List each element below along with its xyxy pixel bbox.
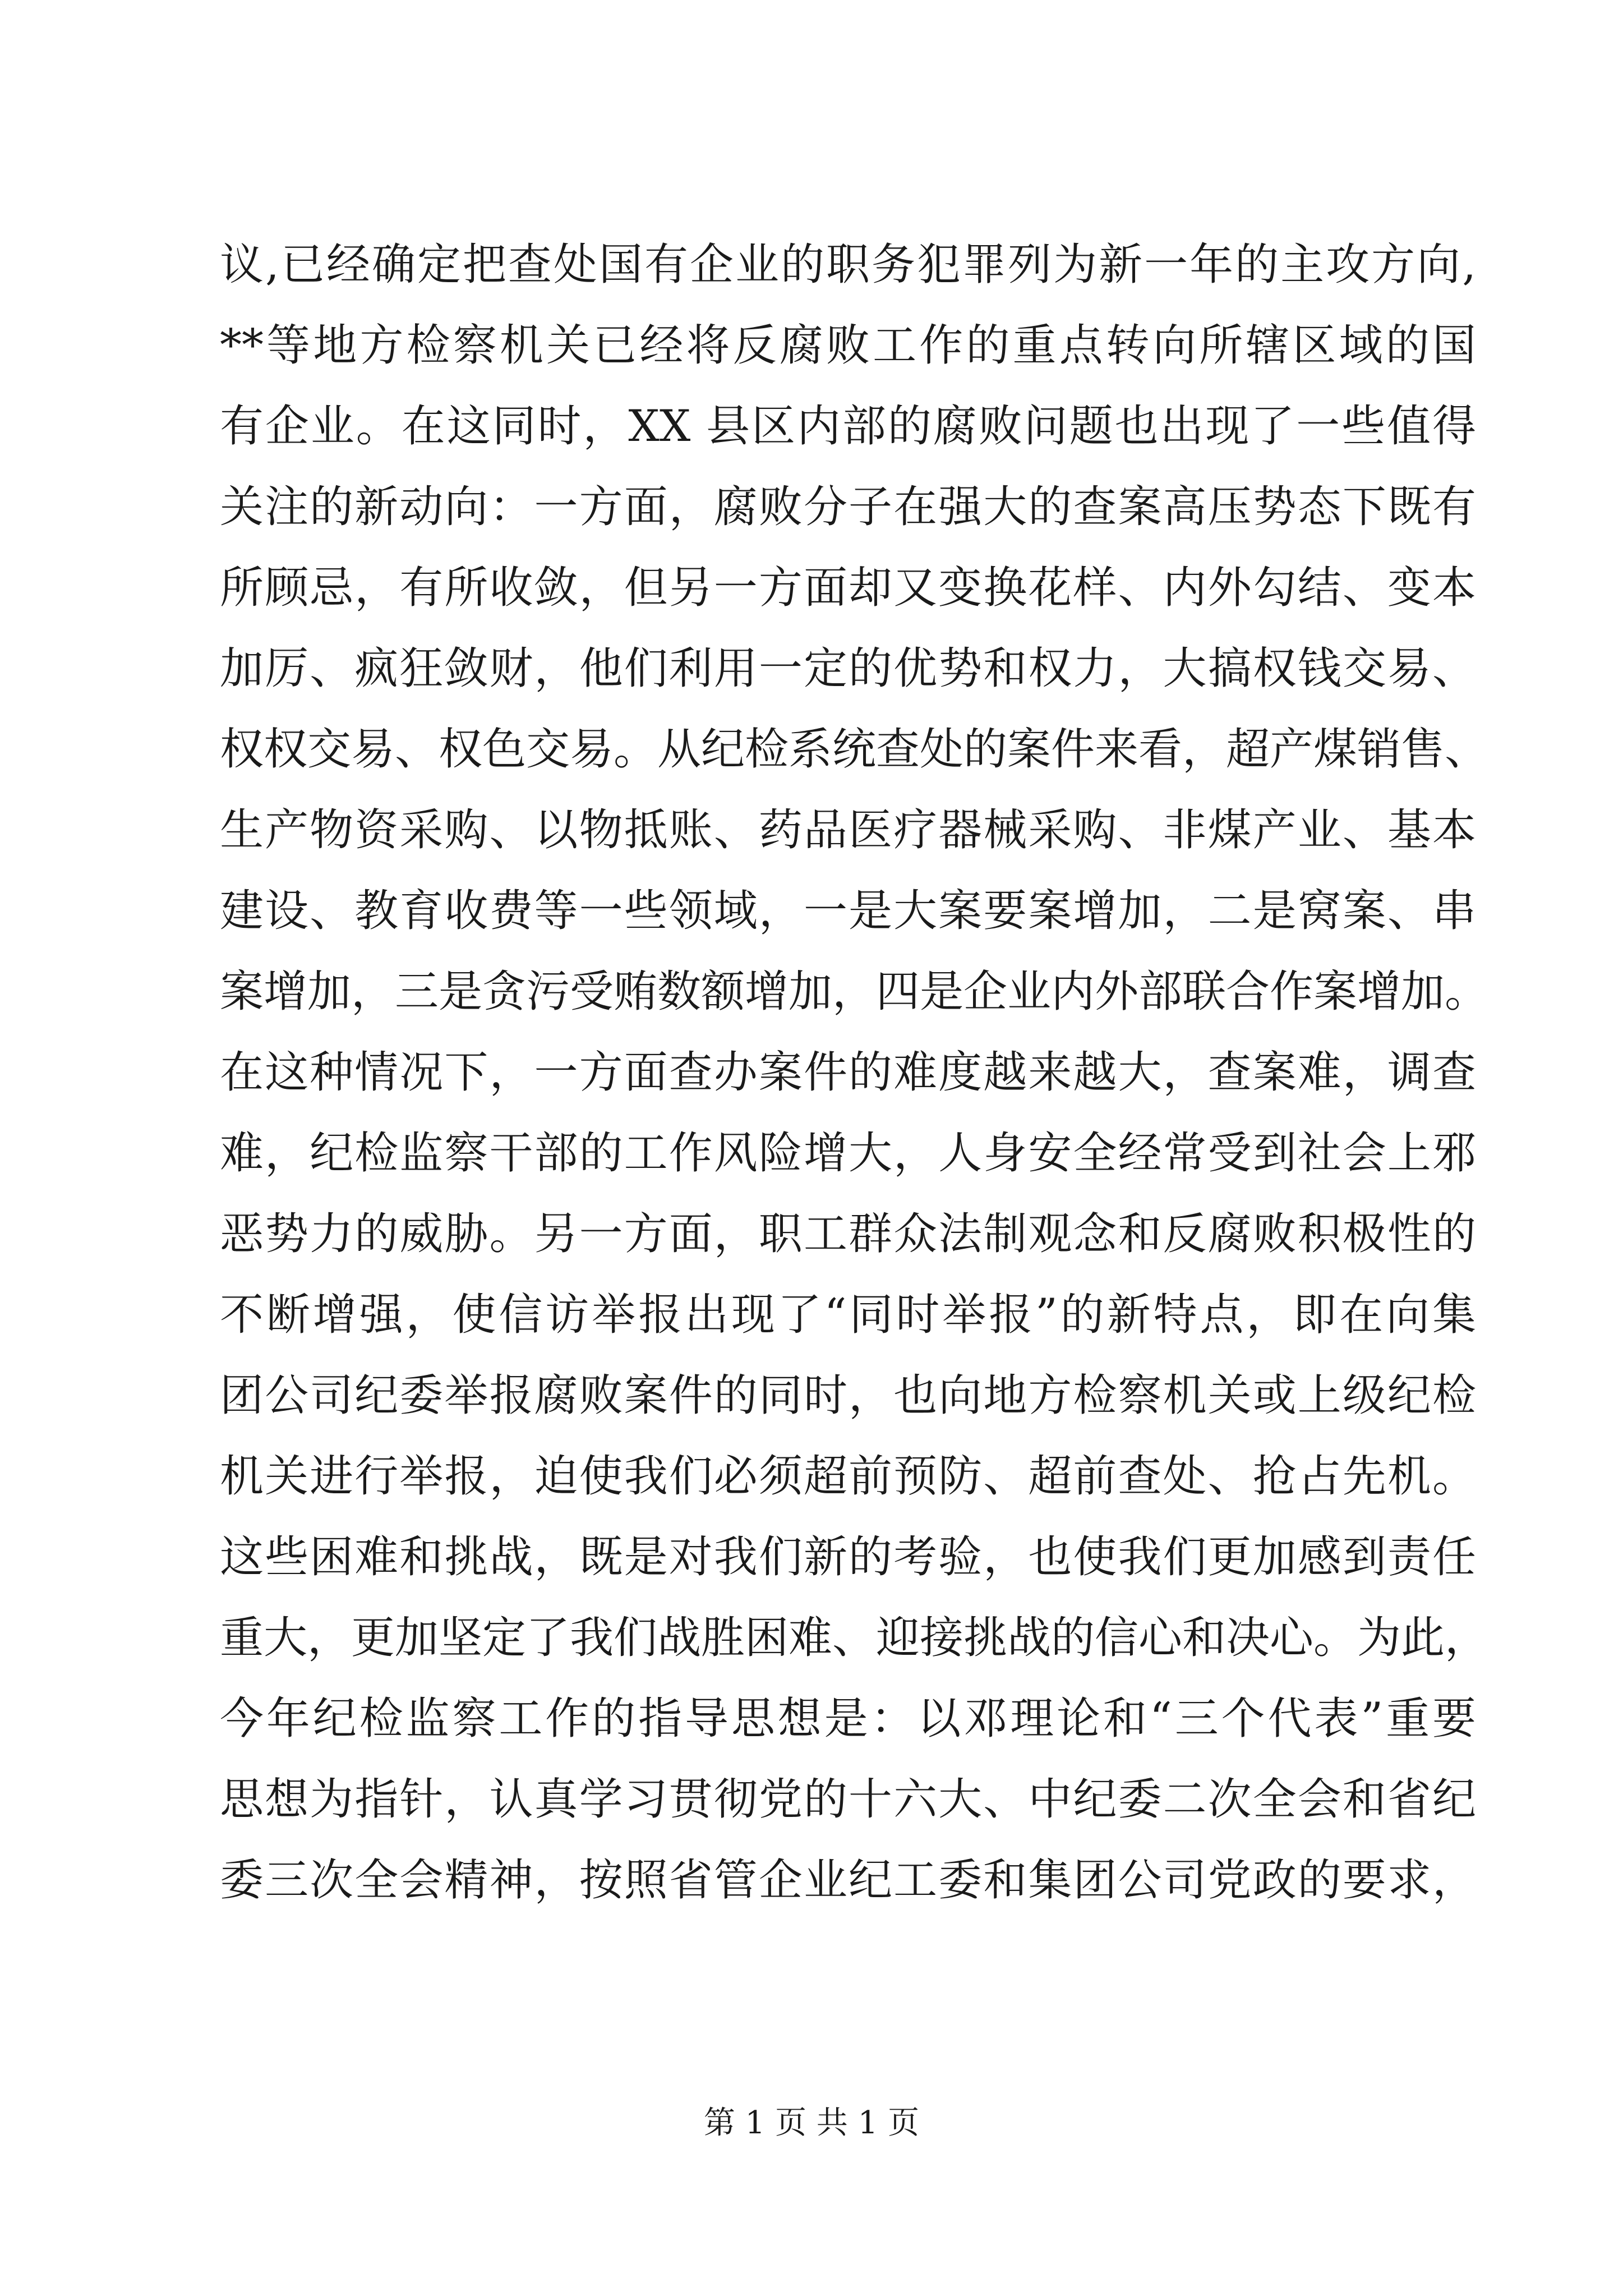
text-line: 难，纪检监察干部的工作风险增大，人身安全经常受到社会上邪: [220, 1128, 1476, 1179]
text-line: 恶势力的威胁。另一方面，职工群众法制观念和反腐败积极性的: [220, 1209, 1476, 1259]
text-line: 权权交易、权色交易。从纪检系统查处的案件来看，超产煤销售、: [220, 724, 1489, 775]
text-line: 机关进行举报，迫使我们必须超前预防、超前查处、抢占先机。: [220, 1451, 1476, 1502]
text-line: 今年纪检监察工作的指导思想是：以邓理论和“三个代表”重要: [220, 1694, 1476, 1744]
text-line: 案增加，三是贪污受贿数额增加，四是企业内外部联合作案增加。: [220, 967, 1489, 1017]
text-line: 加厉、疯狂敛财，他们利用一定的优势和权力，大搞权钱交易、: [220, 643, 1476, 694]
text-line: 不断增强，使信访举报出现了“同时举报”的新特点，即在向集: [220, 1290, 1476, 1340]
text-line: **等地方检察机关已经将反腐败工作的重点转向所辖区域的国: [220, 320, 1476, 371]
text-line: 委三次全会精神，按照省管企业纪工委和集团公司党政的要求，: [220, 1855, 1476, 1906]
text-line: 议,已经确定把查处国有企业的职务犯罪列为新一年的主攻方向,: [220, 240, 1476, 290]
body-text: [220, 224, 1489, 1921]
text-line: 有企业。在这同时，XX 县区内部的腐败问题也出现了一些值得: [220, 401, 1476, 452]
text-line: 生产物资采购、以物抵账、药品医疗器械采购、非煤产业、基本: [220, 805, 1476, 855]
text-line: 这些困难和挑战，既是对我们新的考验，也使我们更加感到责任: [220, 1532, 1476, 1582]
text-line: 重大，更加坚定了我们战胜困难、迎接挑战的信心和决心。为此，: [220, 1613, 1489, 1663]
page-footer: 第 1 页 共 1 页: [703, 2105, 920, 2141]
text-line: 团公司纪委举报腐败案件的同时，也向地方检察机关或上级纪检: [220, 1370, 1476, 1421]
text-line: 建设、教育收费等一些领域，一是大案要案增加，二是窝案、串: [220, 886, 1476, 936]
text-line: 思想为指针，认真学习贯彻党的十六大、中纪委二次全会和省纪: [220, 1774, 1476, 1825]
text-line: 关注的新动向：一方面，腐败分子在强大的查案高压势态下既有: [220, 482, 1476, 532]
text-line: 在这种情况下，一方面查办案件的难度越来越大，查案难，调查: [220, 1047, 1476, 1098]
text-line: 所顾忌，有所收敛，但另一方面却又变换花样、内外勾结、变本: [220, 563, 1476, 613]
